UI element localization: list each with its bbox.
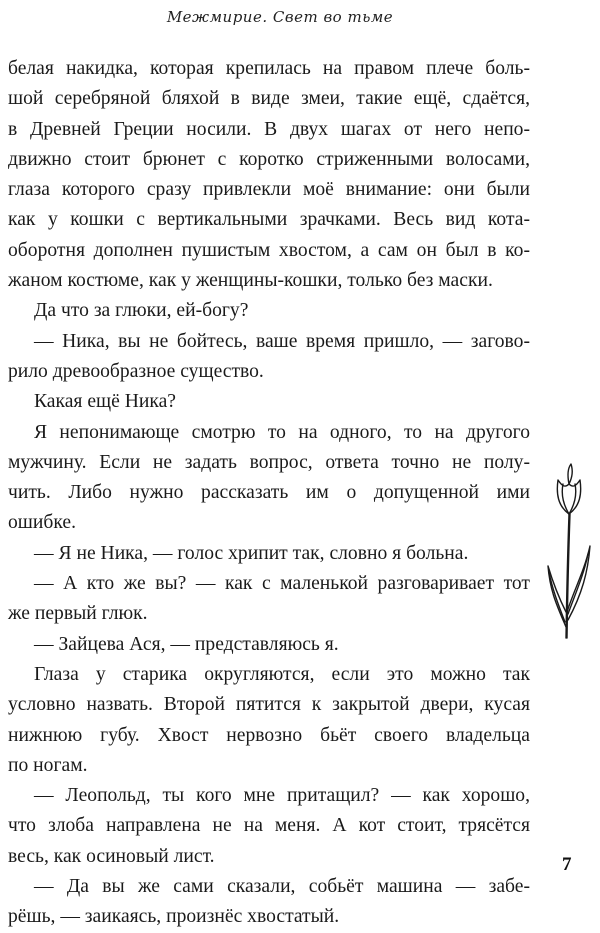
- text-line: нижнюю губу. Хвост нервозно бьёт своего владельца: [8, 724, 530, 746]
- text-line: весь, как осиновый лист.: [8, 845, 215, 867]
- text-line: глаза которого сразу привлекли моё внимание: они были: [8, 179, 530, 201]
- text-line: — А кто же вы? — как с маленькой разговаривает тот: [34, 573, 530, 595]
- text-line: чить. Либо нужно рассказать им о допущенной ими: [8, 482, 530, 504]
- text-line: движно стоит брюнет с коротко стриженными волосами,: [8, 148, 530, 170]
- text-line: Да что за глюки, ей-богу?: [34, 300, 249, 322]
- text-line: мужчину. Если не задать вопрос, ответа точно не полу-: [8, 451, 530, 473]
- text-line: рёшь, — заикаясь, произнёс хвостатый.: [8, 906, 340, 928]
- text-line: жаном костюме, как у женщины-кошки, только без маски.: [8, 270, 493, 292]
- text-line: белая накидка, которая крепилась на правом плече боль-: [8, 58, 530, 79]
- text-line: что злоба направлена не на меня. А кот стоит, трясётся: [8, 815, 530, 837]
- text-line: — Зайцева Ася, — представляюсь я.: [34, 633, 339, 655]
- text-line: Какая ещё Ника?: [34, 391, 176, 413]
- text-line: — Да вы же сами сказали, собьёт машина — забе-: [34, 876, 530, 898]
- running-header: Межмирие. Свет во тьме: [166, 8, 394, 26]
- text-line: по ногам.: [8, 754, 88, 776]
- tulip-icon: [546, 462, 592, 640]
- body-text: [8, 54, 530, 933]
- text-line: условно назвать. Второй пятится к закрытой двери, кусая: [8, 694, 530, 716]
- page-number: 7: [562, 854, 572, 875]
- text-line: — Я не Ника, — голос хрипит так, словно я больна.: [34, 542, 469, 564]
- text-line: как у кошки с вертикальными зрачками. Весь вид кота-: [8, 209, 530, 231]
- text-line: Глаза у старика округляются, если это можно так: [34, 663, 530, 685]
- text-line: шой серебряной бляхой в виде змеи, такие ещё, сдаётся,: [8, 88, 530, 110]
- text-line: же первый глюк.: [8, 603, 148, 625]
- text-line: — Леопольд, ты кого мне притащил? — как хорошо,: [34, 785, 530, 807]
- text-line: — Ника, вы не бойтесь, ваше время пришло, — загово-: [34, 330, 530, 352]
- text-line: в Древней Греции носили. В двух шагах от него непо-: [8, 118, 530, 140]
- text-line: Я непонимающе смотрю то на одного, то на другого: [34, 421, 530, 443]
- text-line: оборотня дополнен пушистым хвостом, а сам он был в ко-: [8, 239, 530, 261]
- text-line: рило древообразное существо.: [8, 360, 264, 382]
- text-line: ошибке.: [8, 512, 76, 534]
